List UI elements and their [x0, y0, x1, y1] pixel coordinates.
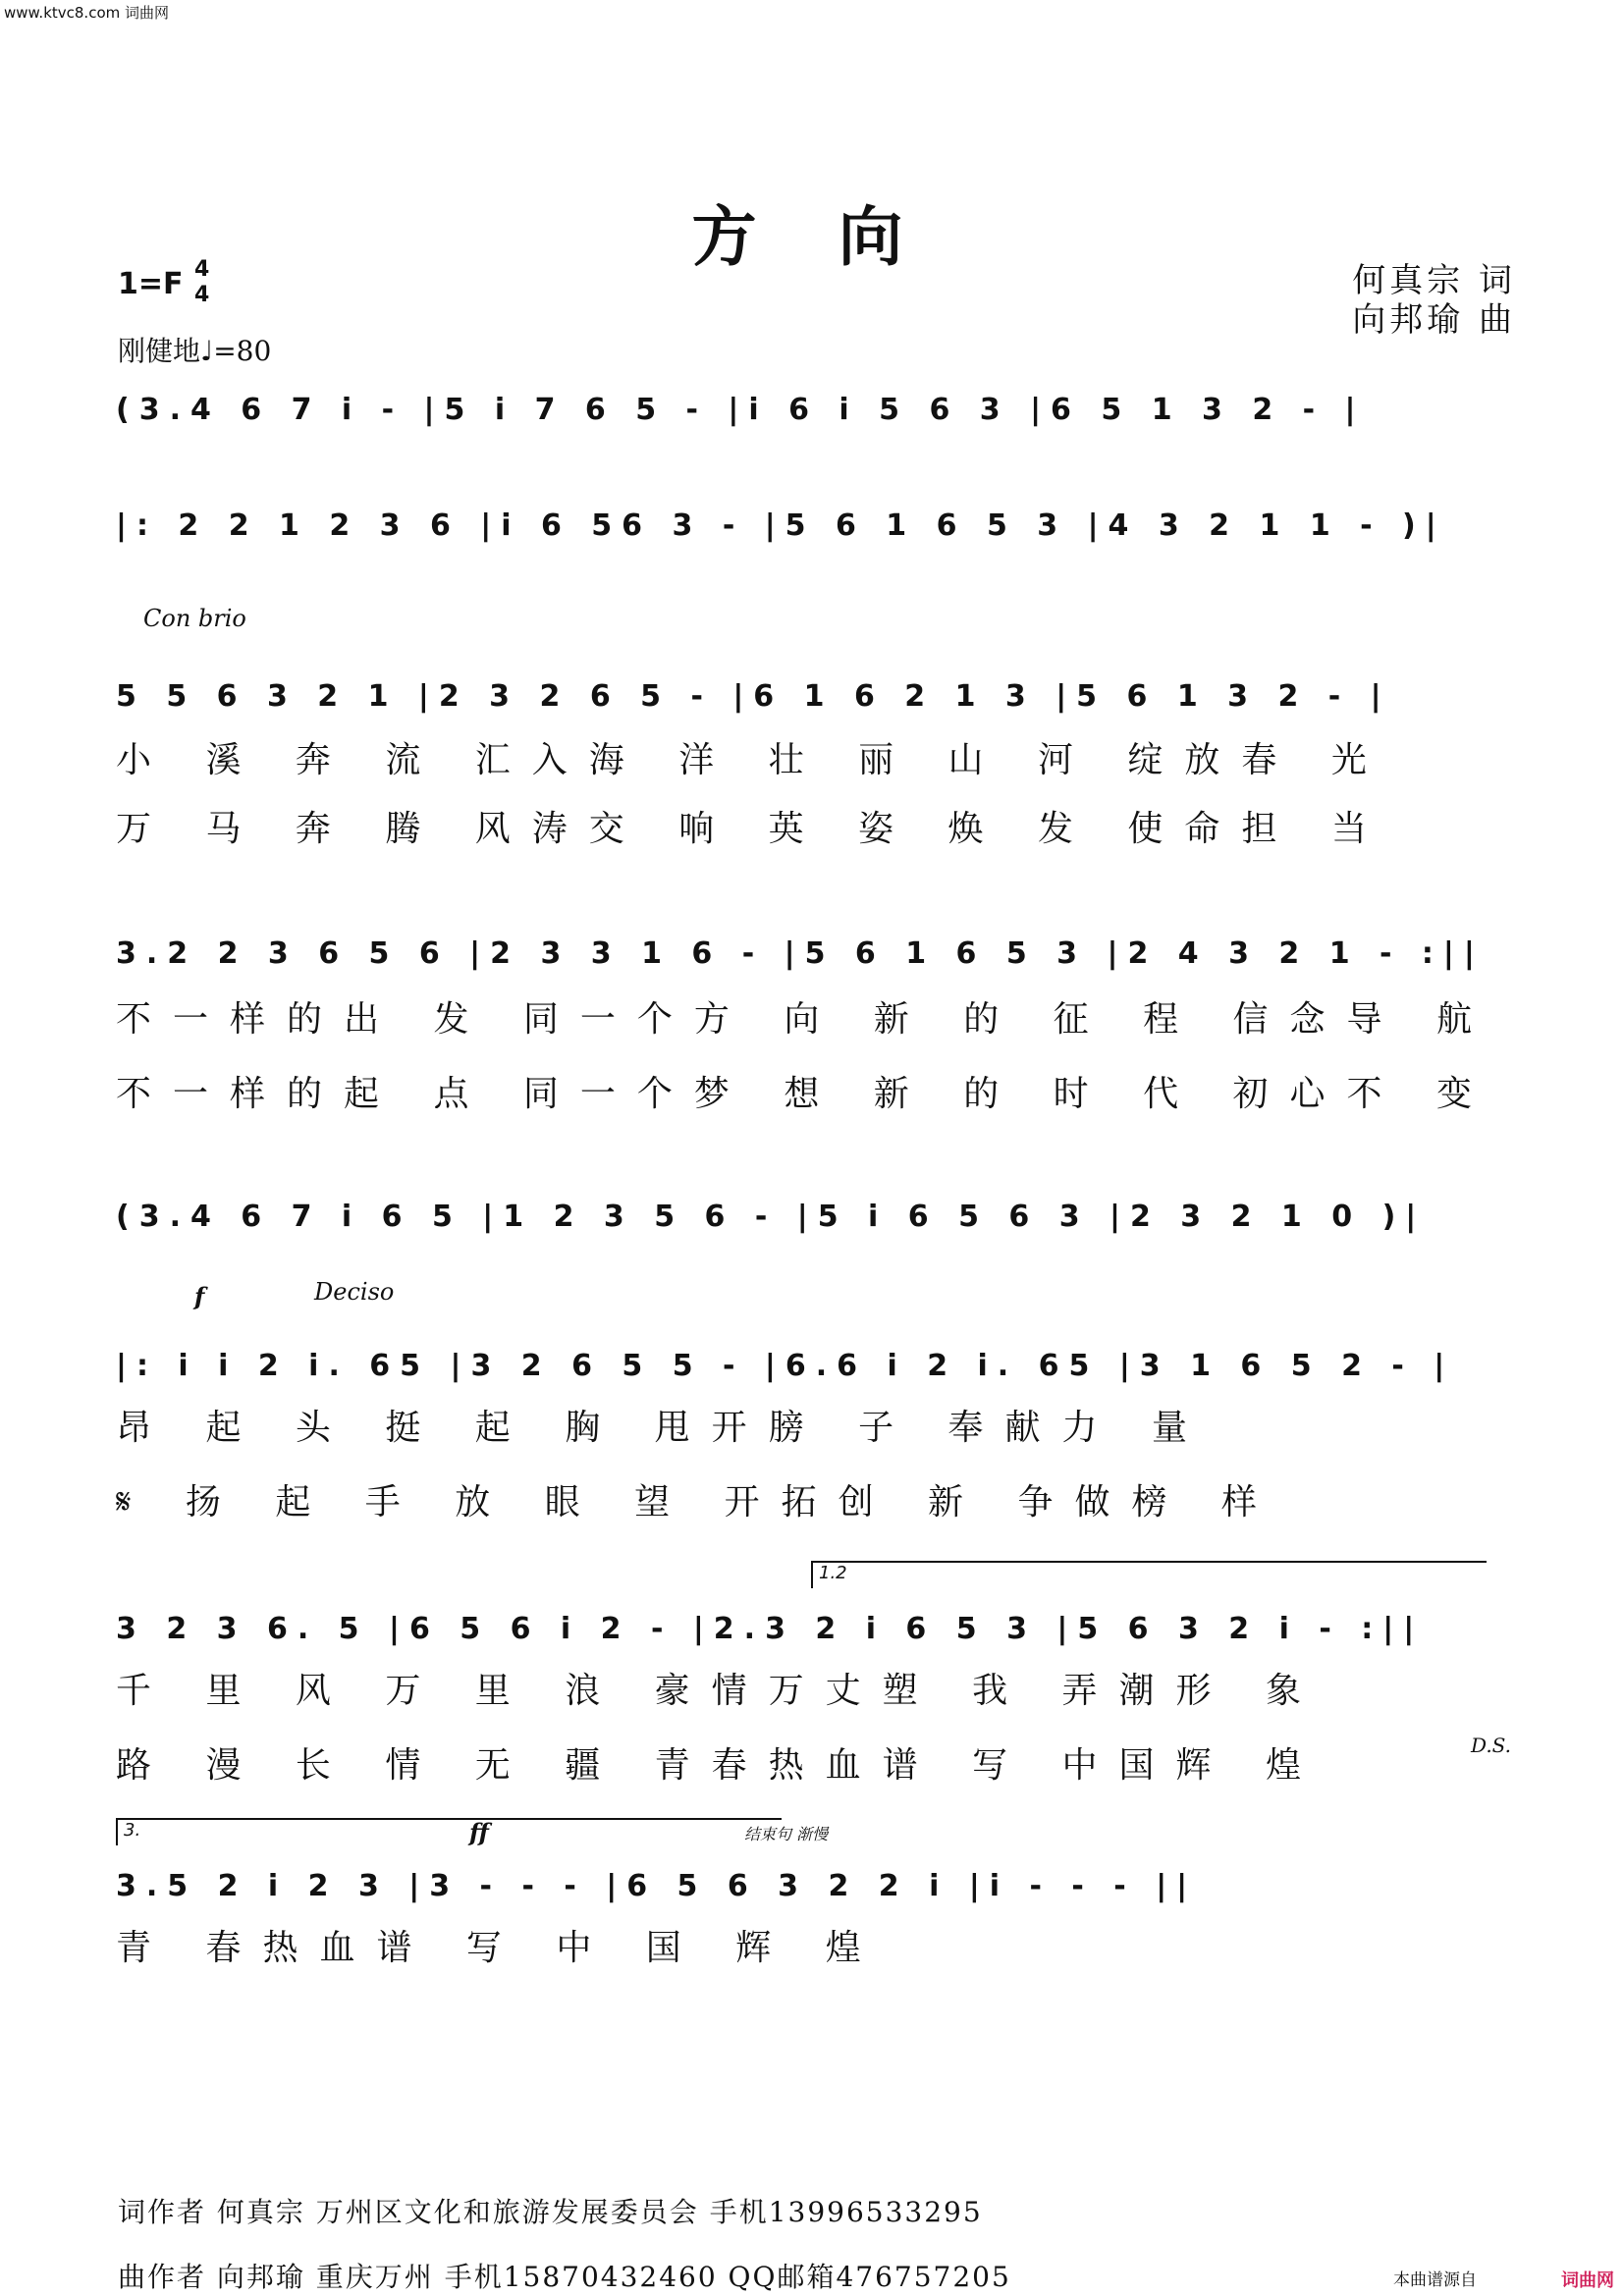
- lyrics-verse-2: 路 漫 长 情 无 疆 青春热血谱 写 中国辉 煌: [116, 1745, 1323, 1786]
- lyrics-verse-2: 万 马 奔 腾 风涛交 响 英 姿 焕 发 使命担 当: [116, 809, 1388, 849]
- corner-brand-logo: 词曲网: [1561, 2270, 1614, 2291]
- lyrics-verse-1: 青 春热血谱 写 中 国 辉 煌: [116, 1928, 883, 1968]
- time-signature-top: 4: [194, 257, 210, 282]
- dynamic-mark: f: [194, 1282, 205, 1310]
- ds-mark: D.S.: [1471, 1734, 1512, 1757]
- notation: |: i i 2 i. 65 |3 2 6 5 5 - |6.6 i 2 i. 65 |3 1 6 5 2 - |: [116, 1349, 1455, 1383]
- lyrics-verse-1: 小 溪 奔 流 汇入海 洋 壮 丽 山 河 绽放春 光: [116, 740, 1388, 780]
- notation: 3 2 3 6. 5 |6 5 6 i 2 - |2.3 2 i 6 5 3 |5 6 3 2 i - :||: [116, 1612, 1425, 1646]
- lyricist-credit: 何真宗 词: [1352, 261, 1516, 300]
- page-title: 方 向: [691, 198, 933, 275]
- volta-bracket: 3.: [116, 1818, 782, 1845]
- lyrics-verse-1: 昂 起 头 挺 起 胸 甩开膀 子 奉献力 量: [116, 1408, 1209, 1448]
- ending-mark: 结束句 渐慢: [744, 1825, 829, 1843]
- dynamic-mark: ff: [469, 1818, 489, 1846]
- notation: 3.2 2 3 6 5 6 |2 3 3 1 6 - |5 6 1 6 5 3 |2 4 3 2 1 - :||: [116, 936, 1485, 971]
- volta-bracket: 1.2: [811, 1561, 1487, 1588]
- notation: |: 2 2 1 2 3 6 |i 6 56 3 - |5 6 1 6 5 3 |4 3 2 1 1 - )|: [116, 508, 1446, 543]
- footer-lyricist: 词作者 何真宗 万州区文化和旅游发展委员会 手机13996533295: [118, 2196, 983, 2228]
- lyrics-verse-1: 不一样的出 发 同一个方 向 新 的 征 程 信念导 航: [116, 999, 1493, 1040]
- footer-composer: 曲作者 向邦瑜 重庆万州 手机15870432460 QQ邮箱476757205: [118, 2261, 1011, 2293]
- expression-mark: Deciso: [314, 1278, 395, 1306]
- site-header: www.ktvc8.com 词曲网: [4, 4, 170, 22]
- time-signature: [194, 257, 209, 308]
- notation: (3.4 6 7 i - |5 i 7 6 5 - |i 6 i 5 6 3 |6 5 1 3 2 - |: [116, 393, 1366, 427]
- notation: 3.5 2 i 2 3 |3 - - - |6 5 6 3 2 2 i |i - - - ||: [116, 1869, 1198, 1903]
- corner-source-text: 本曲谱源自: [1393, 2270, 1477, 2290]
- time-signature-bottom: 4: [194, 283, 210, 307]
- notation: 5 5 6 3 2 1 |2 3 2 6 5 - |6 1 6 2 1 3 |5 6 1 3 2 - |: [116, 679, 1391, 714]
- lyrics-verse-2: 不一样的起 点 同一个梦 想 新 的 时 代 初心不 变: [116, 1074, 1493, 1114]
- tempo-marking: 刚健地♩=80: [118, 335, 272, 367]
- expression-mark: Con brio: [143, 605, 246, 632]
- notation: (3.4 6 7 i 6 5 |1 2 3 5 6 - |5 i 6 5 6 3 |2 3 2 1 0 )|: [116, 1200, 1427, 1234]
- lyrics-verse-1: 千 里 风 万 里 浪 豪情万丈塑 我 弄潮形 象: [116, 1671, 1323, 1711]
- lyrics-verse-2: 𝄋 扬 起 手 放 眼 望 开拓创 新 争做榜 样: [116, 1482, 1278, 1522]
- composer-credit: 向邦瑜 曲: [1352, 300, 1516, 340]
- key-signature: 1=F: [118, 267, 184, 301]
